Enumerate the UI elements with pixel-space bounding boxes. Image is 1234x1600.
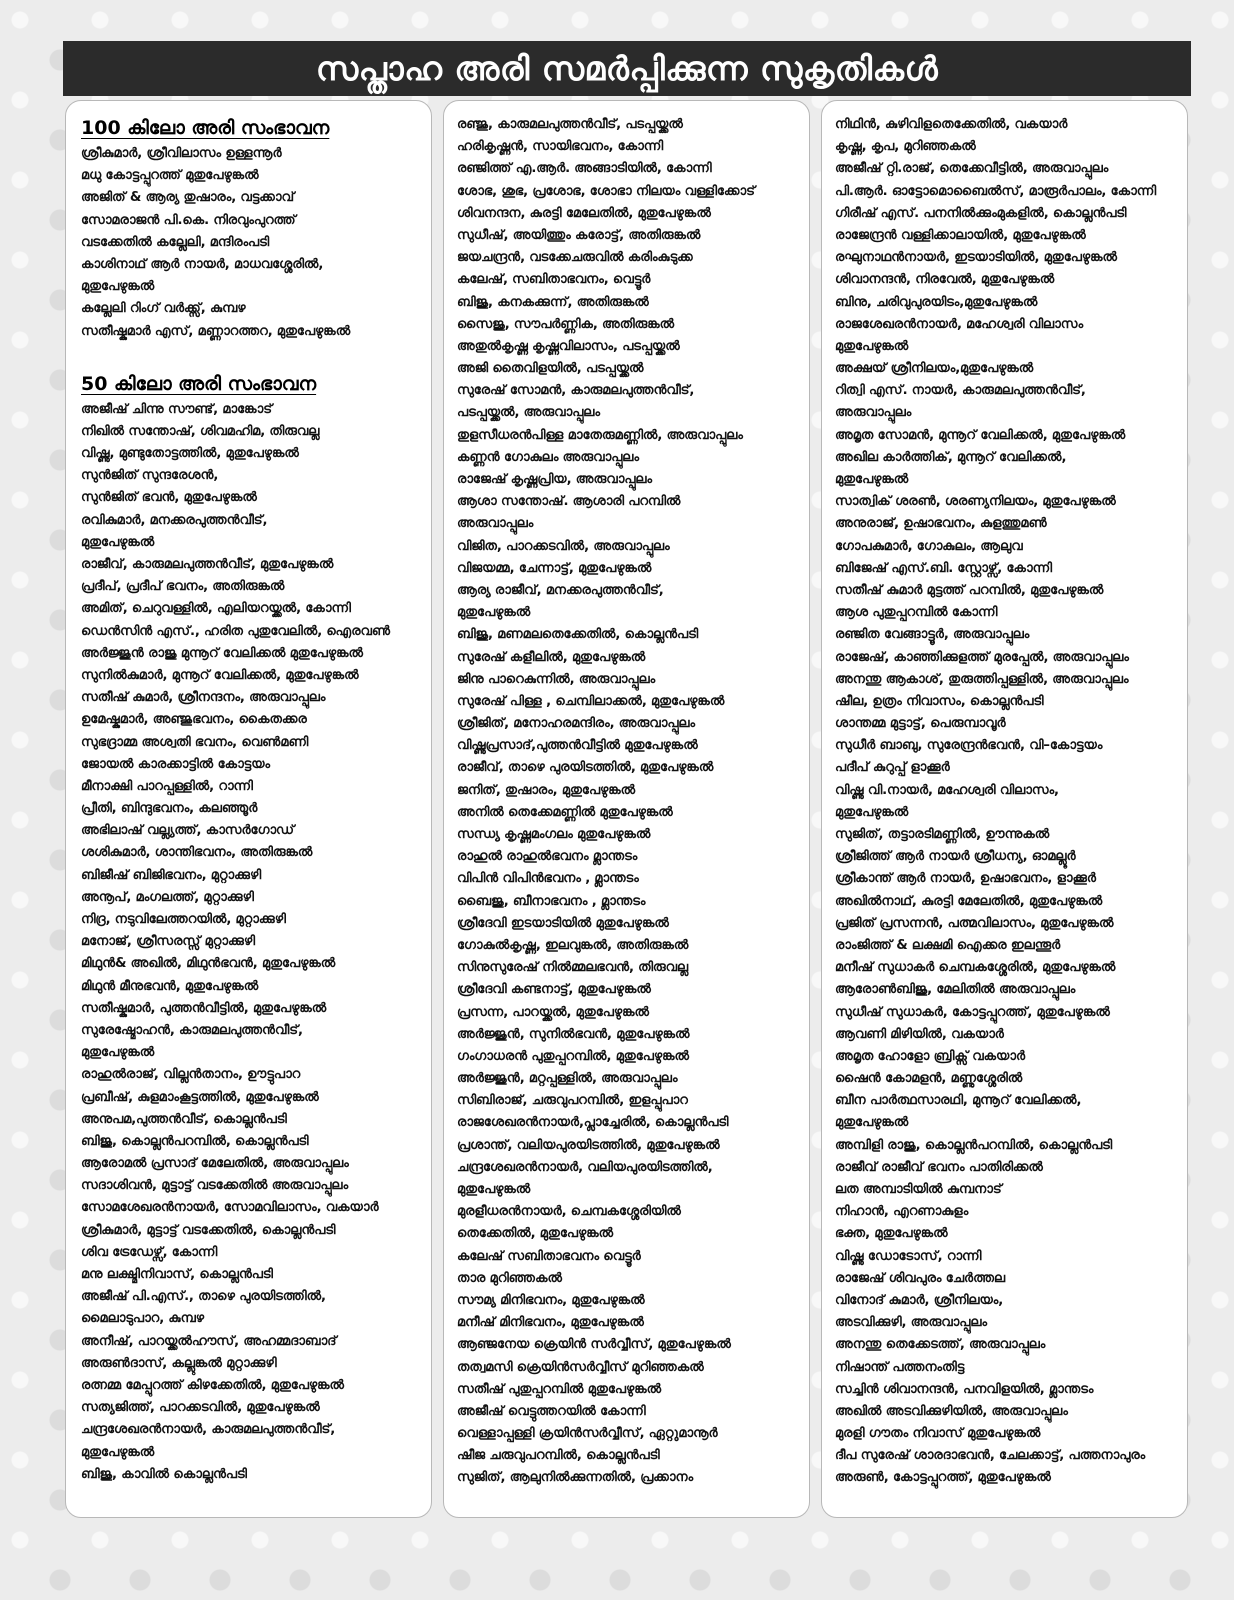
donor-entry: തെക്കേതിൽ, മുതുപേഴുങ്കൽ [457, 1226, 614, 1242]
donor-entry: മധു കോട്ടപ്പുറത്ത് മുതുപേഴുങ്കൽ [81, 168, 259, 184]
donor-entry: ഗിരീഷ് എസ്. പനനിൽക്കുംമുകളിൽ, കൊല്ലൻപടി [835, 205, 1127, 221]
donor-entry: അടവിക്കുഴി, അരുവാപ്പുലം [835, 1315, 987, 1331]
donor-entry: വിജിത, പാറക്കടവിൽ, അരുവാപ്പുലം [457, 538, 670, 554]
donor-entry: മുതുപേഴുങ്കൽ [457, 1182, 531, 1197]
donor-entry: രഘുനാഥൻനായർ, ഇടയാടിയിൽ, മുതുപേഴുങ്കൽ [835, 250, 1117, 266]
donor-entry: വെള്ളാപ്പള്ളി ക്രയിൻസർവ്വീസ്, ഏറ്റുമാനൂർ [457, 1426, 718, 1442]
donor-entry: ചന്ദ്രശേഖരൻനായർ, കാരുമലപുത്തൻവീട്, [81, 1422, 336, 1438]
donor-entry: സത്യജിത്ത്, പാറക്കടവിൽ, മുതുപേഴുങ്കൽ [81, 1400, 320, 1416]
section-heading-50kg: 50 കിലോ അരി സംഭാവന [81, 372, 317, 395]
donor-entry: കണ്ണൻ ഗോകുലം അരുവാപ്പുലം [457, 449, 639, 465]
donor-entry: തുളസീധരൻപിള്ള മാതേരുമണ്ണിൽ, അരുവാപ്പുലം [457, 427, 743, 443]
donor-entry: സൗമ്യ മിനിഭവനം, മുതുപേഴുങ്കൽ [457, 1292, 645, 1308]
donor-entry: ആശ പുതുപ്പറമ്പിൽ കോന്നി [835, 605, 998, 621]
donor-entry: അജി തൈവിളയിൽ, പടപ്പയ്ക്കൽ [457, 361, 644, 377]
donor-entry: അരുവാപ്പുലം [457, 516, 534, 532]
donor-entry: ശശികുമാർ, ശാന്തിഭവനം, അതിരുങ്കൽ [81, 845, 313, 861]
donor-entry: ഹരികൃഷ്ണൻ, സായിഭവനം, കോന്നി [457, 139, 664, 155]
donor-entry: ബിജു, കനകക്കുന്ന്, അതിരുങ്കൽ [457, 294, 649, 310]
donor-entry: ഗംഗാധരൻ പുതുപ്പറമ്പിൽ, മുതുപേഴുങ്കൽ [457, 1048, 690, 1064]
donor-entry: മുരളീധരൻനായർ, ചെമ്പകശ്ശേരിയിൽ [457, 1204, 681, 1220]
donor-entry: മനോജ്, ശ്രീസരസ്സ് മുറ്റാക്കുഴി [81, 934, 255, 950]
donor-entry: സുരേഷ് സോമൻ, കാരുമലപുത്തൻവീട്, [457, 383, 695, 399]
donor-entry: പ്രസന്ന, പാറയ്ക്കൽ, മുതുപേഴുങ്കൽ [457, 1004, 649, 1020]
donor-entry: സുജിത്, തട്ടാരടിമണ്ണിൽ, ഊന്നുകൽ [835, 827, 1050, 842]
donor-entry: ഷീജ ചരുവുപറമ്പിൽ, കൊല്ലൻപടി [457, 1448, 660, 1464]
donor-entry: തത്വമസി ക്രെയിൻസർവ്വീസ് മുറിഞ്ഞകൽ [457, 1359, 704, 1375]
donor-entry: സുഭദ്രാമ്മ അശ്വതി ഭവനം, വെൺമണി [81, 734, 309, 750]
donor-list-50kg-col3 [835, 114, 1187, 1490]
column-right [821, 100, 1188, 1518]
donor-entry: ഗോകുൽകൃഷ്ണ, ഇലവുങ്കൽ, അതിരുങ്കൽ [457, 937, 689, 953]
donor-entry: അഖിൽ അടവിക്കുഴിയിൽ, അരുവാപ്പുലം [835, 1403, 1068, 1419]
donor-entry: ഷൈൻ കോമളൻ, മണ്ണുശ്ശേരിൽ [835, 1071, 1023, 1087]
donor-entry: അജീഷ് വെട്ടുത്തറയിൽ കോന്നി [457, 1403, 646, 1419]
donor-entry: ശിവ ട്രേഡേഴ്സ്, കോന്നി [81, 1244, 218, 1260]
donor-entry: വിഷ്ണു വി.നായർ, മഹേശ്വരി വിലാസം, [835, 782, 1059, 798]
donor-entry: കല്ലേലി റിംഗ് വർക്ക്സ്, കുമ്പഴ [81, 301, 246, 317]
donor-entry: അനുരാജ്, ഉഷാഭവനം, കുളത്തുമൺ [835, 516, 1047, 532]
donor-entry: അഖിൽനാഥ്, കുരട്ടി മേലേതിൽ, മുതുപേഴുങ്കൽ [835, 893, 1103, 909]
donor-entry: നിഷാന്ത് പത്തനംതിട്ട [835, 1359, 965, 1375]
donor-entry: ജനിത്, തുഷാരം, മുതുപേഴുങ്കൽ [457, 782, 636, 798]
donor-entry: സിബിരാജ്, ചരുവുപറമ്പിൽ, ഇളപ്പുപാറ [457, 1093, 688, 1109]
donor-entry: മുതുപേഴുങ്കൽ [835, 804, 909, 820]
donor-entry: ശ്രീദേവി കണ്ടനാട്ട്, മുതുപേഴുങ്കൽ [457, 982, 651, 998]
donor-entry: അനന്തു തെക്കേടത്ത്, അരുവാപ്പുലം [835, 1337, 1046, 1353]
donor-entry: രഞ്ജിത്ത് എ.ആർ. അങ്ങാടിയിൽ, കോന്നി [457, 161, 712, 177]
donor-entry: പ്രബീഷ്, കുളമാംകൂട്ടത്തിൽ, മുതുപേഴുങ്കൽ [81, 1089, 319, 1105]
donor-entry: ശാന്തമ്മ മുട്ടാട്ട്, പെരുമ്പാവൂർ [835, 716, 1006, 732]
donor-entry: ദീപ സുരേഷ് ശാരദാഭവൻ, ചേലക്കാട്ട്, പത്തനാപുരം [835, 1448, 1146, 1464]
donor-entry: റിത്വി എസ്. നായർ, കാരുമലപുത്തൻവീട്, [835, 383, 1086, 399]
donor-entry: അരുൺദാസ്, കല്ലുങ്കൽ മുറ്റാക്കുഴി [81, 1355, 277, 1371]
donor-entry: സതീഷ്കുമാർ, പുത്തൻവീട്ടിൽ, മുതുപേഴുങ്കൽ [81, 1000, 327, 1016]
donor-entry: അനന്തു ആകാശ്, തുരുത്തിപ്പള്ളിൽ, അരുവാപ്പുലം [835, 671, 1129, 687]
donor-entry: രാജേഷ് കൃഷ്ണപ്രിയ, അരുവാപ്പുലം [457, 472, 652, 487]
donor-entry: മനു ലക്ഷ്മിനിവാസ്, കൊല്ലൻപടി [81, 1267, 273, 1282]
donor-entry: പി.ആർ. ഓട്ടോമൊബൈൽസ്, മാരൂർപാലം, കോന്നി [835, 183, 1157, 199]
donor-entry: വടക്കേതിൽ കല്ലേലി, മന്ദിരംപടി [81, 234, 270, 250]
donor-entry: അനീഷ്, പാറയ്ക്കൽഹൗസ്, അഹമ്മദാബാദ് [81, 1333, 337, 1349]
donor-entry: മീനാക്ഷി പാറപ്പള്ളിൽ, റാന്നി [81, 778, 253, 794]
donor-entry: അർജ്ജുൻ, മറ്റപ്പള്ളിൽ, അരുവാപ്പുലം [457, 1071, 678, 1087]
donor-entry: രാഹുൽരാജ്, വില്ലൻതാനം, ഊട്ടുപാറ [81, 1067, 301, 1083]
donor-entry: ശിവനന്ദന, കുരട്ടി മേലേതിൽ, മുതുപേഴുങ്കൽ [457, 205, 711, 221]
donor-entry: സോമരാജൻ പി.കെ. നിരവുംപുറത്ത് [81, 212, 296, 228]
donor-entry: അഭിലാഷ് വല്ല്യത്ത്, കാസർഗോഡ് [81, 823, 295, 839]
donor-entry: അരുൺ, കോട്ടപ്പുറത്ത്, മുതുപേഴുങ്കൽ [835, 1470, 1051, 1486]
donor-entry: നിദ്ര, നടുവിലേത്തറയിൽ, മുറ്റാക്കുഴി [81, 912, 286, 927]
donor-entry: രാജീവ്, കാരുമലപുത്തൻവീട്, മുതുപേഴുങ്കൽ [81, 557, 334, 572]
donor-entry: വിഷ്ണു, മുണ്ടുതോട്ടത്തിൽ, മുതുപേഴുങ്കൽ [81, 446, 299, 462]
donor-entry: സതീഷ് കുമാർ, ശ്രീനന്ദനം, അരുവാപ്പുലം [81, 690, 326, 706]
donor-entry: സുരേഷ് കളീലിൽ, മുതുപേഴുങ്കൽ [457, 649, 646, 665]
donor-entry: മുരളി ഗൗതം നിവാസ് മുതുപേഴുങ്കൽ [835, 1426, 1041, 1442]
donor-entry: ബിജു, കാവിൽ കൊല്ലൻപടി [81, 1466, 247, 1482]
donor-entry: മുതുപേഴുങ്കൽ [81, 1444, 155, 1460]
donor-entry: ചന്ദ്രശേഖരൻനായർ, വലിയപുരയിടത്തിൽ, [457, 1159, 713, 1175]
donor-entry: പ്രശാന്ത്, വലിയപുരയിടത്തിൽ, മുതുപേഴുങ്കൽ [457, 1137, 720, 1153]
donor-entry: മുതുപേഴുങ്കൽ [835, 1115, 909, 1131]
donor-entry: സുൻജിത് ഭവൻ, മുതുപേഴുങ്കൽ [81, 490, 257, 506]
donor-entry: രാജശേഖരൻനായർ,പ്ലാച്ചേരിൽ, കൊല്ലൻപടി [457, 1115, 729, 1131]
donor-entry: അമ്പിളി രാജു, കൊല്ലൻപറമ്പിൽ, കൊല്ലൻപടി [835, 1137, 1113, 1153]
donor-entry: വിജയമ്മ, ചേന്നാട്ട്, മുതുപേഴുങ്കൽ [457, 560, 652, 576]
donor-entry: ബൈജു, ബീനാഭവനം , മ്ലാന്തടം [457, 893, 646, 909]
donor-entry: അജീഷ് റ്റി.രാജ്, തെക്കേവീട്ടിൽ, അരുവാപ്പുലം [835, 161, 1109, 177]
donor-entry: ജോയൽ കാരക്കാട്ടിൽ കോട്ടയം [81, 756, 271, 772]
donor-entry: സുരേഷ്മോഹൻ, കാരുമലപുത്തൻവീട്, [81, 1022, 303, 1038]
donor-entry: സച്ചിൻ ശിവാനന്ദൻ, പനവിളയിൽ, മ്ലാന്തടം [835, 1381, 1094, 1397]
donor-entry: മുതുപേഴുങ്കൽ [835, 472, 909, 487]
donor-entry: ആശാ സന്തോഷ്. ആശാരി പറമ്പിൽ [457, 494, 681, 510]
donor-entry: മുതുപേഴുങ്കൽ [835, 338, 909, 354]
donor-entry: രാജശേഖരൻനായർ, മഹേശ്വരി വിലാസം [835, 316, 1084, 332]
donor-entry: ബിജീഷ് ബിജിഭവനം, മുറ്റാക്കുഴി [81, 867, 262, 883]
donor-entry: ശ്രീകുമാർ, ശ്രീവിലാസം ഉള്ളന്നൂർ [81, 146, 282, 161]
donor-entry: ശ്രീദേവി ഇടയാടിയിൽ മുതുപേഴുങ്കൽ [457, 915, 669, 931]
donor-entry: ശ്രീജിത്ത് ആർ നായർ ശ്രീധന്യ, ഓമല്ലൂർ [835, 849, 1076, 865]
donor-entry: സാത്വിക് ശരൺ, ശരണ്യനിലയം, മുതുപേഴുങ്കൽ [835, 494, 1116, 510]
donor-entry: അർജ്ജുൻ രാജു മുന്നൂറ് വേലിക്കൽ മുതുപേഴുങ്കൽ [81, 645, 364, 661]
donor-entry: ഉമേഷ്കുമാർ, അഞ്ജുഭവനം, കൈതക്കര [81, 712, 307, 728]
donor-entry: മിഥുൻ& അഖിൽ, മിഥുൻഭവൻ, മുതുപേഴുങ്കൽ [81, 956, 336, 972]
donor-entry: ആര്യ രാജീവ്, മനക്കരപുത്തൻവീട്, [457, 582, 664, 598]
donor-entry: രാജീവ്, താഴെ പുരയിടത്തിൽ, മുതുപേഴുങ്കൽ [457, 760, 714, 776]
donor-entry: ഷീല, ഉത്രം നിവാസം, കൊല്ലൻപടി [835, 693, 1044, 709]
donor-entry: രാജേന്ദ്രൻ വള്ളിക്കാലായിൽ, മുതുപേഴുങ്കൽ [835, 227, 1086, 243]
donor-entry: കൃഷ്ണ, കൃപ, മുറിഞ്ഞകൽ [835, 139, 976, 155]
donor-entry: രാജീവ് രാജീവ് ഭവനം പാതിരിക്കൽ [835, 1159, 1043, 1175]
donor-entry: അഖില കാർത്തിക്, മുന്നൂറ് വേലിക്കൽ, [835, 449, 1067, 465]
donor-entry: വിപിൻ വിപിൻഭവനം , മ്ലാന്തടം [457, 871, 639, 887]
donor-entry: വിഷ്ണു ഡോടോസ്, റാന്നി [835, 1248, 982, 1264]
donor-entry: ജിനു പാറെകുന്നിൽ, അരുവാപ്പുലം [457, 671, 656, 687]
donor-entry: രാംജിത്ത് & ലക്ഷമി ഐക്കര ഇലന്തൂർ [835, 937, 1061, 953]
donor-entry: ശ്രീകുമാർ, മുട്ടാട്ട് വടക്കേതിൽ, കൊല്ലൻപടി [81, 1222, 336, 1238]
donor-entry: ഡെൻസിൻ എസ്., ഹരിത പുതുവേലിൽ, ഐരവൺ [81, 623, 391, 639]
donor-entry: സുനിൽകുമാർ, മുന്നൂറ് വേലിക്കൽ, മുതുപേഴുങ്കൽ [81, 667, 359, 683]
donor-entry: മുതുപേഴുങ്കൽ [81, 1045, 155, 1061]
donor-entry: രവികുമാർ, മനക്കരപുത്തൻവീട്, [81, 512, 268, 528]
donor-entry: ആരോൺബിജു, മേലിതിൽ അരുവാപ്പുലം [835, 982, 1076, 998]
donor-entry: അമിത്, ചെറുവള്ളിൽ, എലിയറയ്ക്കൽ, കോന്നി [81, 601, 351, 617]
donor-entry: താര മുറിഞ്ഞകൽ [457, 1270, 562, 1286]
donor-entry: ബിജേഷ് എസ്.ബി. സ്റ്റോഴ്സ്, കോന്നി [835, 560, 1052, 576]
donor-entry: ആവണി മിഴിയിൽ, വകയാർ [835, 1026, 1004, 1042]
donor-entry: നിഹാൻ, എറണാകുളം [835, 1204, 969, 1220]
donor-entry: മുതുപേഴുങ്കൽ [457, 605, 531, 621]
page-title: സപ്താഹ അരി സമർപ്പിക്കുന്ന സുകൃതികൾ [63, 41, 1191, 96]
donor-entry: സുരേഷ് പിള്ള , ചെമ്പിലാക്കൽ, മുതുപേഴുങ്കൽ [457, 693, 725, 709]
donor-entry: മിഥുൻ മീനുഭവൻ, മുതുപേഴുങ്കൽ [81, 978, 259, 994]
donor-entry: അക്ഷയ് ശ്രീനിലയം,മുതുപേഴുങ്കൽ [835, 361, 1034, 377]
donor-list-50kg-col2 [457, 114, 809, 1490]
donor-list-100kg [81, 143, 431, 343]
donor-entry: അരുവാപ്പുലം [835, 405, 912, 421]
donor-entry: സുൻജിത് സുന്ദരേശൻ, [81, 468, 219, 484]
donor-entry: സതീഷ് കുമാർ മുട്ടത്ത് പറമ്പിൽ, മുതുപേഴുങ്കൽ [835, 582, 1104, 598]
donor-entry: രാഹുൽ രാഹുൽഭവനം മ്ലാന്തടം [457, 849, 638, 865]
donor-entry: അനിൽ തെക്കേമണ്ണിൽ മുതുപേഴുങ്കൽ [457, 804, 673, 820]
donor-entry: സദാശിവൻ, മുട്ടാട്ട് വടക്കേതിൽ അരുവാപ്പുലം [81, 1178, 349, 1194]
donor-entry: രാജേഷ്, കാഞ്ഞിക്കുളത്ത് മുരപ്പേൽ, അരുവാപ്പുലം [835, 649, 1129, 665]
donor-entry: രാജേഷ് ശിവപുരം ചേർത്തല [835, 1270, 1006, 1286]
donor-entry: ആരോമൽ പ്രസാദ് മേലേതിൽ, അരുവാപ്പുലം [81, 1156, 349, 1172]
donor-entry: മുതുപേഴുങ്കൽ [81, 279, 155, 295]
donor-entry: ബീന പാർത്ഥസാരഥി, മുന്നൂറ് വേലിക്കൽ, [835, 1093, 1082, 1109]
donor-entry: സതീഷ്കുമാർ എസ്, മണ്ണാറത്തറ, മുതുപേഴുങ്കൽ [81, 323, 351, 339]
donor-entry: ലത അമ്പാടിയിൽ കുമ്പനാട് [835, 1182, 1002, 1197]
donor-entry: ജയചന്ദ്രൻ, വടക്കേചരുവിൽ കരിംകുടുക്ക [457, 250, 693, 266]
donor-entry: മനീഷ് മിനിഭവനം, മുതുപേഴുങ്കൽ [457, 1315, 644, 1331]
donor-entry: കാശിനാഥ് ആർ നായർ, മാധവശ്ശേരിൽ, [81, 256, 324, 272]
donor-entry: ബിനു, ചരിവുപുരയിടം,മുതുപേഴുങ്കൽ [835, 294, 1038, 310]
donor-entry: വിഷ്ണുപ്രസാദ്,പുത്തൻവീട്ടിൽ മുതുപേഴുങ്കൽ [457, 738, 698, 754]
donor-entry: പ്രദീപ്, പ്രദീപ് ഭവനം, അതിരുങ്കൽ [81, 579, 285, 595]
donor-entry: സന്ധ്യ കൃഷ്ണമംഗലം മുതുപേഴുങ്കൽ [457, 827, 651, 842]
donor-entry: നിഥിൻ, കുഴിവിളതെക്കേതിൽ, വകയാർ [835, 117, 1068, 132]
donor-entry: അമൃത സോമൻ, മുന്നൂറ് വേലിക്കൽ, മുതുപേഴുങ്കൽ [835, 427, 1126, 443]
donor-entry: അർജ്ജുൻ, സുനിൽഭവൻ, മുതുപേഴുങ്കൽ [457, 1026, 690, 1042]
donor-entry: കലേഷ് സബിതാഭവനം വെട്ടൂർ [457, 1248, 641, 1264]
donor-entry: ശ്രീജിത്, മനോഹരമന്ദിരം, അരുവാപ്പുലം [457, 716, 695, 732]
column-middle [443, 100, 810, 1518]
donor-entry: അജീഷ് ചിന്നു സൗണ്ട്, മാങ്കോട് [81, 401, 272, 417]
donor-entry: അനൂപ്, മംഗലത്ത്, മുറ്റാക്കുഴി [81, 889, 254, 905]
donor-list-50kg-col1 [81, 399, 431, 1486]
donor-entry: അജീഷ് പി.എസ്., താഴെ പുരയിടത്തിൽ, [81, 1289, 326, 1305]
donor-entry: അമൃത ഹോളോ ബ്രിക്സ് വകയാർ [835, 1048, 1026, 1064]
donor-entry: സുധീർ ബാബു, സുരേന്ദ്രൻഭവൻ, വി–കോട്ടയം [835, 738, 1103, 754]
donor-entry: മുതുപേഴുങ്കൽ [81, 534, 155, 550]
donor-entry: അജിത് & ആര്യ തുഷാരം, വട്ടക്കാവ് [81, 190, 295, 206]
donor-entry: സുജിത്, ആലുനിൽക്കുന്നതിൽ, പ്രക്കാനം [457, 1470, 694, 1486]
donor-entry: സുധീഷ്, അയിത്തും കരോട്ട്, അതിരുങ്കൽ [457, 227, 701, 243]
donor-entry: രഞ്ജു, കാരുമലപുത്തൻവീട്, പടപ്പയ്ക്കൽ [457, 117, 683, 132]
donor-entry: രഞ്ജിത വേങ്ങാട്ടൂർ, അരുവാപ്പുലം [835, 627, 1030, 643]
donor-entry: അതുൽകൃഷ്ണ കൃഷ്ണവിലാസം, പടപ്പയ്ക്കൽ [457, 338, 680, 354]
donor-entry: പ്രീതി, ബിന്ദുഭവനം, കലഞ്ഞൂർ [81, 801, 258, 817]
donor-entry: ശ്രീകാന്ത് ആർ നായർ, ഉഷാഭവനം, ളാക്കൂർ [835, 871, 1096, 887]
section-heading-100kg: 100 കിലോ അരി സംഭാവന [81, 117, 330, 139]
donor-entry: ശിവാനന്ദൻ, നിരവേൽ, മുതുപേഴുങ്കൽ [835, 272, 1055, 288]
donor-entry: മൈലാടുപാറ, കുമ്പഴ [81, 1311, 205, 1327]
donor-entry: ബിജു, കൊല്ലൻപറമ്പിൽ, കൊല്ലൻപടി [81, 1133, 309, 1149]
donor-entry: ശോഭ, ശുഭ, പ്രശോഭ, ശോഭാ നിലയം വള്ളിക്കോട് [457, 183, 755, 199]
donor-entry: നിഖിൽ സന്തോഷ്, ശിവമഹിമ, തിരുവല്ല [81, 423, 320, 439]
donor-entry: രത്നമ്മ മേപ്പുറത്ത് കിഴക്കേതിൽ, മുതുപേഴുങ്കൽ [81, 1377, 345, 1393]
donor-entry: വിനോദ് കുമാർ, ശ്രീനിലയം, [835, 1292, 1004, 1308]
donor-entry: സിനുസുരേഷ് നിൽമ്മലഭവൻ, തിരുവല്ല [457, 960, 689, 976]
donor-entry: അനുപമ,പുത്തൻവീട്, കൊല്ലൻപടി [81, 1111, 287, 1127]
donor-entry: ഭക്ത, മുതുപേഴുങ്കൽ [835, 1226, 948, 1242]
donor-entry: പടപ്പയ്ക്കൽ, അരുവാപ്പുലം [457, 405, 600, 421]
donor-entry: സൈജു, സൗപർണ്ണിക, അതിരുങ്കൽ [457, 316, 675, 332]
donor-entry: കലേഷ്, സബിതാഭവനം, വെട്ടൂർ [457, 272, 651, 288]
column-left [65, 100, 432, 1518]
donor-entry: സതീഷ് പുതുപ്പറമ്പിൽ മുതുപേഴുങ്കൽ [457, 1381, 662, 1397]
donor-entry: സോമശേഖരൻനായർ, സോമവിലാസം, വകയാർ [81, 1200, 379, 1216]
donor-entry: പ്രജിത് പ്രസന്നൻ, പത്മവിലാസം, മുതുപേഴുങ്കൽ [835, 915, 1114, 931]
donor-entry: പദീപ് കുറുപ്പ് ളാക്കൂർ [835, 760, 950, 776]
donor-entry: ഗോപകുമാർ, ഗോകുലം, ആലുവ [835, 538, 1023, 554]
donor-entry: ആഞ്ജനേയ ക്രെയിൻ സർവ്വീസ്, മുതുപേഴുങ്കൽ [457, 1337, 731, 1353]
donor-entry: സുധീഷ് സുധാകർ, കോട്ടപ്പുറത്ത്, മുതുപേഴുങ്കൽ [835, 1004, 1110, 1020]
donor-entry: ബിജു, മണമലതെക്കേതിൽ, കൊല്ലൻപടി [457, 627, 698, 643]
donor-entry: മനീഷ് സുധാകർ ചെമ്പകശ്ശേരിൽ, മുതുപേഴുങ്കൽ [835, 960, 1116, 976]
